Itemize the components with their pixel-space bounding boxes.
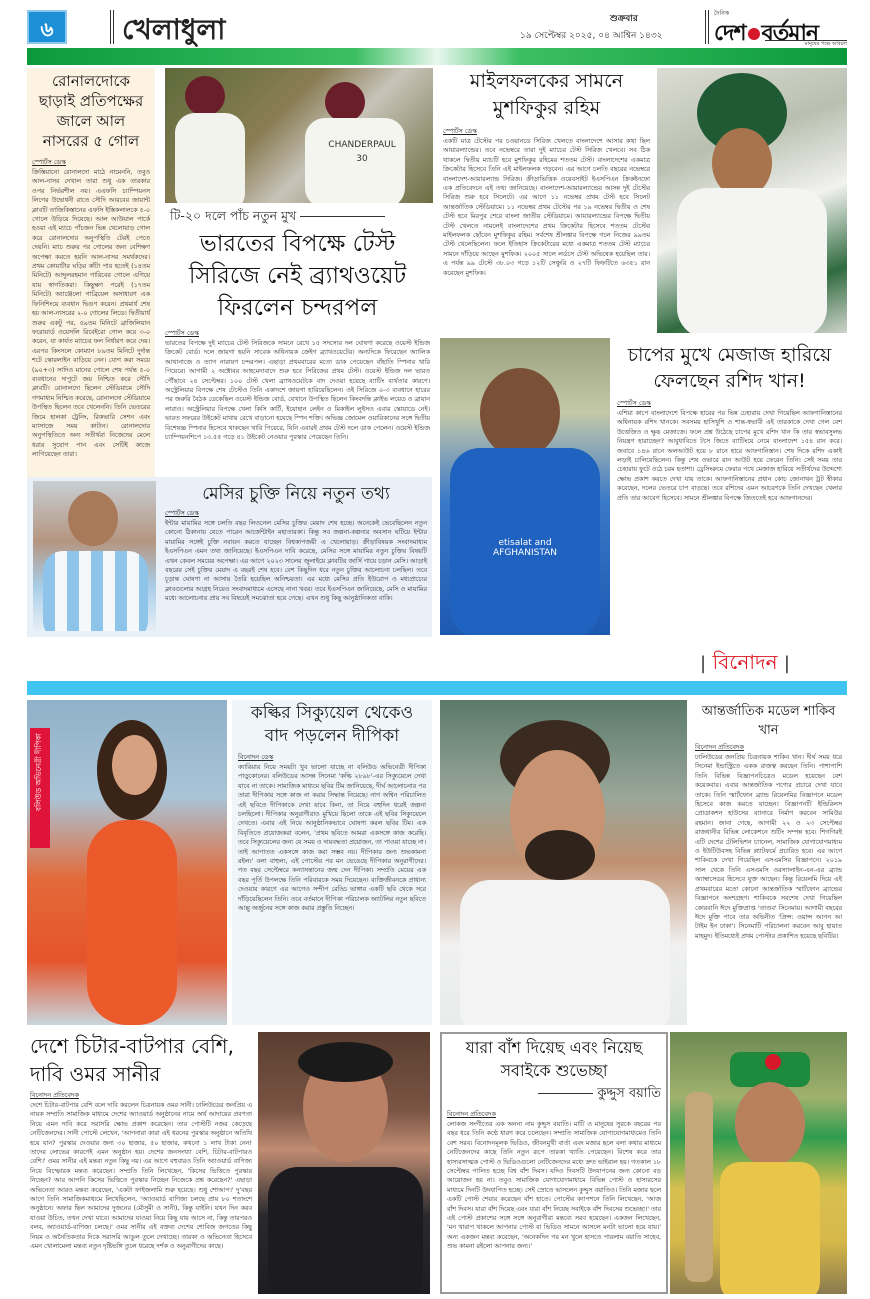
pipe-left: | [700, 653, 707, 674]
article-rashid [612, 338, 847, 635]
article-body: ইন্টার মায়ামির সঙ্গে চলতি বছর লিওনেল মেসির চুক্তির মেয়াদ শেষ হচ্ছে। অনেকেই ভেবেছিলেন নতুন কোনো ঠিকানায় যেতে পারেন আর্জেন্টাইন মহাতারকা। কিন্তু সব জল্পনা-কল্পনার অবসান ঘটিয়ে ইন্টার মায়ামির সঙ্গেই চুক্তি নবায়ন করতে যাচ্ছেন বিশ্বকাপজয়ী এ খেলোয়াড়। ক্রীড়াবিষয়ক সংবাদমাধ্যম ইএসপিএন এমন তথ্য জানিয়েছে। ইএসপিএন দাবি করেছে, মেসির সঙ্গে মায়ামির নতুন চুক্তির বিষয়টি এখন কেবল সময়ের অপেক্ষা। এর আগে ২০২৩ সালের জুলাইয়ে ক্লাবটির জার্সি গায়ে চড়ান মেসি। আড়াই বছরের সেই চুক্তির মেয়াদ এ বছরই শেষ হবে। বেশ কিছুদিন ধরে নতুন চুক্তির আলোচনা চলছিল। তবে চূড়ান্ত ঘোষণা না আসায় তৈরি হয়েছিল অনিশ্চয়তা। এর মধ্যে মেসির প্রতি ইউরোপ ও মধ্যপ্রাচ্যের ক্লাবগুলোর আগ্রহ নিয়েও সংবাদমাধ্যমে এসেছে নানা খবর। তবে ইএসপিএন জানিয়েছে, মেসি ও মায়ামির মধ্যে আলোচনার প্রায় সব বিষয়েই সমঝোতা হয়ে গেছে। এখন শুধু কিছু আনুষ্ঠানিকতা বাকি। [165, 520, 427, 603]
byline: বিনোদন প্রতিবেদক [30, 1091, 79, 1099]
article-shakib [690, 700, 847, 1025]
pipe-right: | [783, 653, 790, 674]
headline: রোনালদোকে ছাড়াই প্রতিপক্ষের জালে আল নাসরের ৫ গোল [38, 72, 144, 150]
article-body: ক্রিস্তিয়ানো রোনালদো মাঠে নামেননি, তবুও আল-নাসর দেখাল তারা শুধু এক তারকার ওপর নির্ভরশীল নয়। এএফসি চ্যাম্পিয়নস লিগের উদ্বোধনী রাতে সৌদি আরবের জায়ান্ট ক্লাবটি তাজিকিস্তানের এফসি ইস্তিকলালকে ৫-০ গোলে উড়িয়ে দিয়েছে। আল আউয়াল পার্কে হওয়া এই ম্যাচে পাঁচজন ভিন্ন খেলোয়াড় গোল করে রোনালদোর অনুপস্থিতি টেরই পেতে দেয়নি। ম্যাচ শুরুর পর গোলের জন্য বেশিক্ষণ অপেক্ষা করতে হয়নি আল-নাসর সমর্থকদের। প্রথম কোয়ার্টার ঘড়ির কাঁটা পার হতেই (১৪তম মিনিটে) আব্দুলরহমান গারিবের গোলে এগিয়ে যায় স্বাগতিকরা। কিছুক্ষণ পরেই (১৭তম মিনিটে) অ্যাঞ্জেলো গাব্রিয়েল অসাধারণ এক ফিনিশিংয়ে ব্যবধান দ্বিগুণ করেন। প্রথমার্ধ শেষ হয় আল-নাসরের ২-০ গোলের লিডে। দ্বিতীয়ার্ধ শুরুর একটু পর, ৫৯তম মিনিটে ব্রাজিলিয়ান ফরোয়ার্ড ওয়েসলি রিবেইরো গোল করে ৩-০ করেন, যা কার্যত ম্যাচের ফল নির্ধারণ করে দেয়। এরপর কিংসলে কোম্যান ৮৯তম মিনিটে দুর্দান্ত শটে স্কোরলাইন বাড়িয়ে নেন। যোগ করা সময়ে (৯০+৩) সাদিও মানের গোলে শেষ পর্যন্ত ৫-০ ব্যবধানের দাপুটে জয় নিশ্চিত করে সৌদি ক্লাবটি। রোনালদো ছিলেন স্টেডিয়ামে সৌদি গণমাধ্যম নিশ্চিত করেছে, রোনালদো স্টেডিয়ামে উপস্থিত ছিলেন তবে খেলেননি। তিনি ভেতরের জিমে হালকা ট্রেনিং, রিকভারি সেশন এবং ম্যাসাজে সময় কাটান। রোনালদোর অনুপস্থিতিতে অন্য সতীর্থরা নিজেদের মেলে ধরার সুযোগ পান এবং সেটিই কাজে লাগিয়েছেন তারা। [32, 169, 150, 459]
byline: বিনোদন প্রতিবেদক [447, 1110, 496, 1118]
logo-right-word: বর্তমান [761, 21, 818, 46]
headline: কল্কির সিক্যুয়েল থেকেও বাদ পড়লেন দীপিকা [250, 703, 414, 746]
article-body: ক্যারিয়ার নিয়ে সময়টা খুব ভালো যাচ্ছে না বলিউড অভিনেত্রী দীপিকা পাড়ুকোনের। বলিউডের আসন্ন সিনেমা 'কল্কি ২৮৯৮'-এর সিক্যুয়েলে দেখা যাবে না তাকে। সামাজিক মাধ্যমে ছবির টিম জানিয়েছে, দীর্ঘ আলোচনার পর তারা দীপিকার সঙ্গে কাজ না করার সিদ্ধান্ত নিয়েছে। নাগ অশ্বিন পরিচালিত এই ছবিতে দীপিকাকে দেখা যাবে কিনা, তা নিয়ে বহুদিন ধরেই জল্পনা চলছিলো। দীপিকার অনুরাগীরাও মুখিয়ে ছিলো তাকে এই ছবির সিক্যুয়েলে দেখতে। এবার এই নিয়ে আনুষ্ঠানিকভাবে ঘোষণা করল ছবির টিম। এক বিবৃতিতে প্রযোজকরা বলেন, 'প্রথম ছবিতে আমরা একসঙ্গে কাজ করেছি। তবে সিক্যুয়েলের জন্য যে সময় ও দায়বদ্ধতা প্রয়োজন, তা পাওয়া যাচ্ছে না। তাই আপাতত একসঙ্গে কাজ করা সম্ভব নয়। দীপিকার জন্য শুভকামনা রইল।' বলা বাহুল্য, এই পোস্টের পর মন ভেঙেছে দীপিকার অনুরাগীদের। গত বছর সেপ্টেম্বরে কন্যাসন্তানের জন্ম দেন দীপিকা। সম্প্রতি মেয়ের এক বছর পূর্তি উপলক্ষে তিনি পরিবারকে সময় দিয়েছেন। ব্যক্তিজীবনকে প্রাধান্য দেওয়ার কারণে এর আগেও সন্দীপ রেড্ডি ভাঙ্গার একটি ছবি থেকে সরে দাঁড়িয়েছিলেন তিনি। তবে বর্তমানে দীপিকা পরিচালক অ্যাটলির নতুন ছবিতে আল্লু অর্জুনের সঙ্গে কাজ করার প্রস্তুতি নিচ্ছেন। [238, 764, 426, 913]
quote-attribution [447, 1084, 661, 1105]
headline: আন্তর্জাতিক মডেল শাকিব খান [701, 704, 836, 738]
photo-lionel-messi [33, 481, 156, 631]
headline: মেসির চুক্তি নিয়ে নতুন তথ্য [202, 484, 390, 504]
article-omar-sani [27, 1032, 255, 1294]
masthead-divider [110, 10, 114, 44]
issue-date: ১৯ সেপ্টেম্বর ২০২৫, ০৪ আশ্বিন ১৪৩২ [520, 31, 663, 41]
section-label-text: বিনোদন [712, 650, 778, 674]
article-west-indies [160, 228, 435, 453]
article-body: এশিয়া কাপে বাংলাদেশে বিপক্ষে হারের পর ভিন্ন চেহারায় দেখা গিয়েছিল আফগানিস্তানের অধিনায়ক রশিদ খানকে। সবসময় হাসিখুশি ও শান্ত-স্বভাবী এই তারকাকে দেখা গেল বেশ উত্তেজিত ও ক্ষুব্ধ মেজাজে। ফলে প্রশ্ন উঠেছে চাপের মুখে রশিদ খান কি তার স্বভাবসুলভ নিয়ন্ত্রণ হারাচ্ছেন? আবুধাবিতে টসে জিতে ব্যাটিংয়ে নেমে বাংলাদেশ ১৫৪ রান করে। জবাবে ১৪৬ রানে অলআউট হয়ে ৮ রানে হারে আফগানিস্তান। শেষ দিকে রশিদ একাই লড়াই চালিয়েছিলেন। কিন্তু শেষ ওভারে রান আউট হয়ে ফেরেন তিনি। সেই সময় তার চেহারায় ফুটে ওঠে চরম হতাশা। ড্রেসিংরুমে ফেরার পথে মেজাজ হারিয়ে সতীর্থদের উদ্দেশ্যে ক্ষোভ প্রকাশ করতে দেখা যায় তাকে। আফগানিস্তানের প্রধান কোচ জোনাথন ট্রট স্বীকার করেছেন, দলের ভেতরে চাপ বাড়ছে। তবে রশিদের এমন আচরণকে তিনি দেখছেন খেলার প্রতি তার আবেগ হিসেবে। সামনে শ্রীলঙ্কার বিপক্ষে জিততেই হবে আফগানদের। [617, 410, 842, 502]
kicker-text: টি-২০ দলে পাঁচ নতুন মুখ [170, 208, 297, 223]
article-mushfiq [440, 68, 653, 333]
photo-deepika-padukone [27, 700, 227, 1025]
kicker-rule [300, 216, 385, 217]
jersey-text: CHANDERPAUL 30 [328, 140, 396, 164]
newspaper-logo [712, 8, 847, 48]
byline: স্পোর্টস ডেস্ক [32, 158, 66, 166]
headline: দেশে চিটার-বাটপার বেশি, দাবি ওমর সানীর [30, 1034, 235, 1086]
jersey-sponsor-text: etisalat and AFGHANISTAN [492, 538, 558, 558]
article-body: লোকজ সংগীতের এক অনন্য নাম কুদ্দুস বয়াতি। মাটি ও মানুষের সুরকে বছরের পর বছর ধরে তিনি কণ্ঠে ধারণ করে চলেছেন। সম্প্রতি সামাজিক যোগাযোগমাধ্যমেও তিনি বেশ সরব। বিনোদনমূলক ভিডিও, জীবনমুখী বার্তা এবং মজার ছলে বলা কথার মাধ্যমে নেটিজেনদের কাছে তিনি নতুন রূপে তারকা খ্যাতি পেয়েছেন। বিশেষ করে তার হাস্যরসাত্মক পোস্ট ও ভিডিওগুলো নেটিজেনদের মধ্যে দ্রুত ভাইরাল হয়। গতকাল ১৮ সেপ্টেম্বর পালিত হচ্ছে বিশ্ব বাঁশ দিবস। যদিও দিবসটি উদযাপনের জন্য কোনো বড় আয়োজন হয় না। তবুও সামাজিক যোগাযোগমাধ্যমে বিভিন্ন পোস্ট ও হাস্যরসের মাধ্যমে দিনটি উদযাপিত হচ্ছে। সেই স্রোতে ভাসলেন কুদ্দুস বয়াতিও। তিনি মজার ছলে একটি পোস্ট শেয়ার করেছেন বাঁশ হাতে। পোস্টের ক্যাপশনে তিনি লিখেছেন, 'আজ বাঁশ দিবস। যারা বাঁশ দিয়েছ এবং যারা বাঁশ নিয়েছ সবাইকে বাঁশ দিবসের শুভেচ্ছা।' তার এই পোস্ট প্রকাশের সঙ্গে সঙ্গে অনুরাগীরা মন্তব্যে সরব হয়েছেন। একজন লিখেছেন, 'মন খারাপ থাকলে আপনার পোস্ট বা ভিডিও সামনে আসলে মনটা ভালো হয়ে যায়।' অন্য একজন মন্তব্য করেছেন, 'অনেকদিন পর মন খুলে হাসতে পারলাম বয়াতি সাহেব, শুভ কামনা রইলো আপনার জন্য।' [447, 1121, 661, 1251]
article-deepika [232, 700, 432, 1025]
logo-tagline: মানুষের পক্ষে অবিচল [765, 40, 847, 49]
headline: ভারতের বিপক্ষে টেস্ট সিরিজে নেই ব্র্যাথওয়েট ফিরলেন চন্দরপল [188, 231, 407, 321]
attribution-rule [538, 1093, 593, 1094]
byline: স্পোর্টস ডেস্ক [165, 509, 199, 517]
article-body: ভারতের বিপক্ষে দুই ম্যাচের টেস্ট সিরিজকে সামনে রেখে ১৫ সদস্যের দল ঘোষণা করেছে ওয়েস্ট ইন্ডিজ ক্রিকেট বোর্ড। দলে জায়গা হয়নি সাবেক অধিনায়ক ক্রেইগ ব্র্যাথওয়েটের। অন্যদিকে ফিরেছেন অ্যালিক আথানাজে ও ত্যাগ নারায়ণ চন্দরপল। এছাড়া প্রথমবারের মতো ডাক পেয়েছেন বাঁহাতি স্পিনার খারি পিয়েরে। আগামী ২ অক্টোবর আহমেদাবাদে শুরু হবে সিরিজের প্রথম টেস্ট। ওয়েস্ট ইন্ডিজ দল ভারত পৌঁছাবে ২৪ সেপ্টেম্বর। ১০০ টেস্ট খেলা ব্র্যাথওয়েটকে বাদ দেওয়া হয়েছে ব্যাটিং ব্যর্থতার কারণে। অস্ট্রেলিয়ার বিপক্ষে শেষ টেস্টেও তিনি একাদশে জায়গা হারিয়েছিলেন। ওই সিরিজে ০-৩ ব্যবধানে হারের পর জরুরি বৈঠক ডেকেছিল ওয়েস্ট ইন্ডিজ বোর্ড, যেখানে উপস্থিত ছিলেন কিংবদন্তি ক্লাইভ লয়েড ও ব্রায়ান লারাও। অস্ট্রেলিয়ার বিপক্ষে খেলা কিসি কার্টি, ইয়োহান লেইন ও মিকাইল লুইসও এবার স্কোয়াডে নেই। ভারত সফরের উইকেট মাথায় রেখে বাড়ানো হয়েছে স্পিন শক্তি। অভিজ্ঞ জোমেল ওয়ারিকানের সঙ্গে দ্বিতীয় বিশেষজ্ঞ স্পিনার হিসেবে থাকছেন খারি পিয়েরে, যিনি এবারই প্রথম টেস্ট দলে ডাক পেলেন। ওয়েস্ট ইন্ডিজ চ্যাম্পিয়নশিপে ১৩.৫৫ গড়ে ৪১ উইকেট নেওয়ার পুরস্কার পেয়েছেন তিনি। [165, 340, 430, 442]
article-body: দেশে চিটার-বাটপার বেশি বলে দাবি করলেন চিত্রনায়ক ওমর সানী। ঢালিউডের জনপ্রিয় এ নায়ক সম্প্রতি সামাজিক মাধ্যমে দেশের অ্যাওয়ার্ড অনুষ্ঠানের নামে অর্থ আদায়ের প্রবণতা নিয়ে এমন দাবি করে সরাসরি ক্ষোভ প্রকাশ করেছেন। তার পোস্টটি নজর কেড়েছে নেটিজেনদের। সানী পোস্টে লেখেন, 'আপনারা কারা এই ধরনের পুরস্কার অনুষ্ঠানে অতিথি হয়ে যান? পুরস্কার দেওয়ার জন্য ৩০ হাজার, ৫০ হাজার, কখনো ১ লাখ টাকা নেন! তাদের লোভের কারণেই এমন অনুষ্ঠান হয়। দেশের জনসংখ্যা বেশি, চিটার-বাটপারও বেশি।' ওমর সানীর এই মন্তব্য নতুন কিছু নয়। এর আগে বহুবারও তিনি অ্যাওয়ার্ড বাণিজ্য নিয়ে বিস্ফোরক মন্তব্য করেছেন। সম্প্রতি তিনি লিখেছেন, 'কিসের ভিত্তিতে পুরস্কার নিচ্ছেন? আর আপনি কিসের ভিত্তিতে পুরস্কার নিচ্ছেন নিজেকে প্রশ্ন করেছেন?' এছাড়া অভিনেতা আরও মন্তব্য করেছেন, 'একটা ফাইজলামি শুরু হয়েছে। শুধু শোআপ।' দু'বছর আগে তিনি সামাজিকমাধ্যমে লিখেছিলেন, 'অ্যাওয়ার্ড বাণিজ্য চলছে প্রায় ৮০ শতাংশে অনুষ্ঠানে। অফার ছিল আমাদের দুজনের (মৌসুমী ও সানী), কিন্তু যাইনি। যখন দিন করব যাওয়া উচিত, তখন দেখা যাবে। আমাদের যাওয়া নিয়ে কিছু যায় আসে না, কিন্তু তারপরও বলব, অ্যাওয়ার্ড-বাণিজ্য চলছে।' ওমর সানীর এই বক্তব্য দেশের শোবিজ জগতের কিছু নিয়ম ও অনৈতিকতার দিকে সরাসরি আঙুল তুলে দেখাচ্ছে। তারকা ও অভিনেতা হিসেবে এমন খোলামেলা মন্তব্য নতুন দৃষ্টিভঙ্গি তুলে ধরেছে দর্শক ও অনুরাগীদের কাছে। [30, 1102, 252, 1251]
logo-dot-icon [748, 28, 760, 40]
photo-rashid-khan [440, 338, 610, 635]
logo-left-word: দেশ [714, 21, 746, 46]
photo-mushfiqur-rahim [657, 68, 847, 333]
logo-prefix: দৈনিক [714, 10, 730, 17]
byline: বিনোদন প্রতিবেদক [695, 743, 744, 751]
byline: বিনোদন ডেস্ক [238, 753, 274, 761]
photo-west-indies-players [165, 68, 433, 203]
byline: স্পোর্টস ডেস্ক [165, 329, 199, 337]
byline: স্পোর্টস ডেস্ক [617, 399, 651, 407]
masthead-divider [705, 10, 709, 44]
photo-omar-sani [258, 1032, 430, 1294]
article-body: ঢালিউডের জনপ্রিয় চিত্রনায়ক শাকিব খান। দীর্ঘ সময় ধরে সিনেমা ইন্ডাস্ট্রিতে একক রাজত্ব করছেন তিনি। পাশাপাশি তিনি বিভিন্ন বিজ্ঞাপনচিত্রেও মডেল হয়েছেন বেশ কয়েকবার। এবার আন্তর্জাতিক পণ্যের প্রচারে দেখা যাবে তাকে। তিনি স্মার্টফোন ব্র্যান্ড রিয়েলমির বিজ্ঞাপনে মডেল হিসেবে কাজ করতে যাচ্ছেন। বিজ্ঞাপনটি ইন্ডিরিলস প্রোডাকশন হাউসের ব্যানারে নির্মাণ করবেন সামিউর রহমান। জানা গেছে, আগামী ২২ ও ২৩ সেপ্টেম্বর রাজধানীর বিভিন্ন লোকেশনে শুটিং সম্পন্ন হবে। শিগগিরই এটি দেশের টেলিভিশন চ্যানেল, সামাজিক যোগাযোগমাধ্যম ও ইউটিউবসহ বিভিন্ন প্ল্যাটফর্মে প্রচারিত হবে। এর আগে শাকিবকে দেখা গিয়েছিল এসএমসির বিজ্ঞাপনে। ২০১৯ সাল থেকে তিনি এসএমসি ওরস্যালাইন-এন-এর ব্র্যান্ড অ্যাম্বাসেডর হিসেবে যুক্ত আছেন। কিন্তু রিয়েলমি দিয়ে এই প্রথমবারের মতো কোনো আন্তর্জাতিক স্মার্টফোন ব্র্যান্ডের বিজ্ঞাপনে অংশগ্রহণ। শাকিবকে সবশেষ দেখা গিয়েছিল কোরবানি ঈদে মুক্তিপ্রাপ্ত 'তাণ্ডব' সিনেমায়। আগামী বছরের ঈদে মুক্তি পাবে তার অভিনীত 'প্রিন্স: ওয়ান্স আপন আ টাইম ইন ঢাকা'। সিনেমাটি পরিচালনা করবেন আবু হায়াত মাহমুদ। ইতিমধ্যেই প্রথম পোস্টার প্রকাশিত হয়েছে ছবিটির। [695, 754, 842, 940]
section-banner-bar [27, 48, 847, 65]
article-kuddus-boyati [440, 1032, 668, 1294]
photo-caption-tag [30, 728, 50, 848]
section-title: খেলাধুলা [122, 13, 226, 46]
article-body: একটি মাত্র টেস্টের পর চওয়ানডে সিরিজ খেলতে বাংলাদেশে আসার কথা ছিল আয়ারল্যান্ডের। তবে নভেম্বরে তারা দুই ম্যাচের টেস্ট সিরিজ খেলবে। সব ঠিক থাকলে দ্বিতীয় ম্যাচটি হবে মুশফিকুর রহিমের শততম টেস্ট। বাংলাদেশের একমাত্র ক্রিকেটার হিসেবে তিনি এই মাইলফলক গড়বেন। এর আগে চলতি বছরের নভেম্বরে বাংলাদেশ-আয়ারল্যান্ড সিরিজ। ক্রীড়াভিত্তিক ওয়েবসাইট ইএসপিএন ক্রিকইনফো এক প্রতিবেদনে এই তথ্য জানিয়েছে। বাংলাদেশ-আয়ারল্যান্ডের আসন্ন দুই টেস্টের সিরিজ শুরু হবে সিলেটে। এর আগে ১১ নভেম্বর প্রথম টেস্ট হবে সিলেট আন্তর্জাতিক স্টেডিয়ামে। ১১ নভেম্বর প্রথম টেস্টের পর ১৯ নভেম্বর দ্বিতীয় ও শেষ টেস্ট হবে মিরপুর শেরে বাংলা জাতীয় স্টেডিয়ামে। আয়ারল্যান্ডের বিপক্ষে দ্বিতীয় টেস্ট খেলতে নামলেই বাংলাদেশের প্রথম ক্রিকেটার হিসেবে শততম টেস্টের মাইলফলক ছোঁবেন মুশফিকুর রহিম। সর্বশেষ শ্রীলঙ্কার বিপক্ষে গলে নিজের ৯৯তম টেস্ট খেলেছিলেন। ফলে ইতিহাস ক্রিকেটারের মধ্যে একমাত্র শততম টেস্ট ম্যাচের সামনে দাঁড়িয়ে আছেন মুশফিক। ২০০৫ সালে লর্ডসে টেস্ট অভিষেক হয়েছিল তার। এ পর্যন্ত ৯৯ টেস্টে ৩৮.০৩ গড়ে ১২টি সেঞ্চুরি ও ২৭টি ফিফটিতে ৬৩৫১ রান করেছেন মুশফিক। [443, 138, 650, 277]
photo-shakib-khan [440, 700, 687, 1025]
headline: চাপের মুখে মেজাজ হারিয়ে ফেলছেন রশিদ খান! [627, 344, 832, 392]
photo-kuddus-boyati [670, 1032, 847, 1294]
page-number: ৬ [27, 10, 67, 44]
entertainment-section-label [700, 648, 790, 681]
entertainment-banner-bar [27, 681, 847, 695]
byline: স্পোর্টস ডেস্ক [443, 127, 477, 135]
headline: মাইলফলকের সামনে মুশফিকুর রহিম [469, 70, 624, 119]
headline: যারা বাঁশ দিয়েছ এবং নিয়েছ সবাইকে শুভেচ্ছা [465, 1038, 643, 1080]
caption-text: বলিউড অভিনেত্রী দীপিকা [34, 733, 43, 812]
issue-day: শুক্রবার [610, 14, 638, 24]
article-messi [160, 482, 432, 632]
article-kicker [170, 208, 435, 228]
attribution-name: কুদ্দুস বয়াতি [597, 1086, 661, 1101]
